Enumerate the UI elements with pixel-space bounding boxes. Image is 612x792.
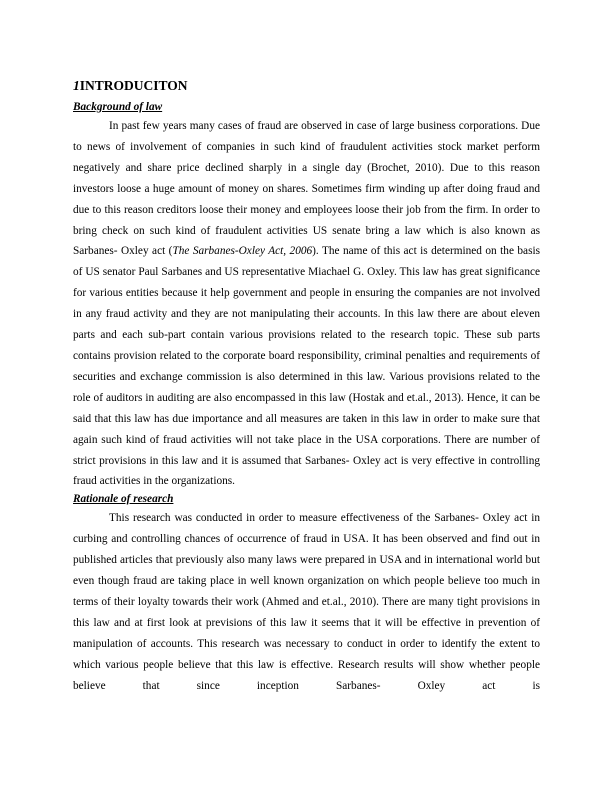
paragraph-text: This research was conducted in order to measure effectiveness of the Sarbanes- Oxley act in curbing and controlling chances of occurrence of fraud in USA. It has been observed and find out in published articles that previously also many laws were prepared in USA and in international world but even though fraud are taking place in well known organization on which people believe too much in terms of their loyalty towards their work (Ahmed and et.al., 2010). There are many tight provisions in this law and at first look at previsions of this law it seems that it will be effective in prevention of manipulation of accounts. This research was necessary to conduct in order to identify the extent to which various people believe that this law is effective. Research results will show whether people believe that since inception Sarbanes- Oxley act is (73, 512, 540, 692)
subheading-rationale-of-research: Rationale of research (73, 493, 174, 506)
section-title: INTRODUCITON (79, 78, 188, 93)
document-page (73, 78, 540, 696)
section-number: 1 (73, 78, 80, 93)
paragraph-background-of-law (73, 116, 540, 492)
subheading-background-of-law: Background of law (73, 101, 163, 113)
paragraph-rationale-of-research (73, 508, 540, 696)
italic-citation: The Sarbanes-Oxley Act, 2006 (172, 245, 313, 258)
paragraph-text: In past few years many cases of fraud are observed in case of large business corporations. Due to news of involvement of companies in such kind of fraudulent activities stock market perform negatively and share price declined sharply in a single day (Brochet, 2010). Due to this reason investors loose a huge amount of money on shares. Sometimes firm winding up after doing fraud and due to this reason creditors loose their money and employees loose their job from the firm. In order to bring check on such kind of fraudulent activities US senate bring a law which is also known as Sarbanes- Oxley act ( (73, 120, 540, 258)
paragraph-text: ). The name of this act is determined on the basis of US senator Paul Sarbanes and US representative Miachael G. Oxley. This law has great significance for various entities because it help government and people in ensuring the companies are not involved in any fraud activity and they are not manipulating their accounts. In this law there are about eleven parts and each sub-part contain various provisions related to the research topic. These sub parts contains provision related to the corporate board responsibility, criminal penalties and requirements of securities and exchange commission is also determined in this law. Various provisions related to the role of auditors in auditing are also encompassed in this law (Hostak and et.al., 2013). Hence, it can be said that this law has due importance and all measures are taken in this law in order to make sure that again such kind of fraud activities will not take place in the USA corporations. There are number of strict provisions in this law and it is assumed that Sarbanes- Oxley act is very effective in controlling fraud activities in the organizations. (73, 245, 540, 488)
section-heading (73, 78, 540, 94)
